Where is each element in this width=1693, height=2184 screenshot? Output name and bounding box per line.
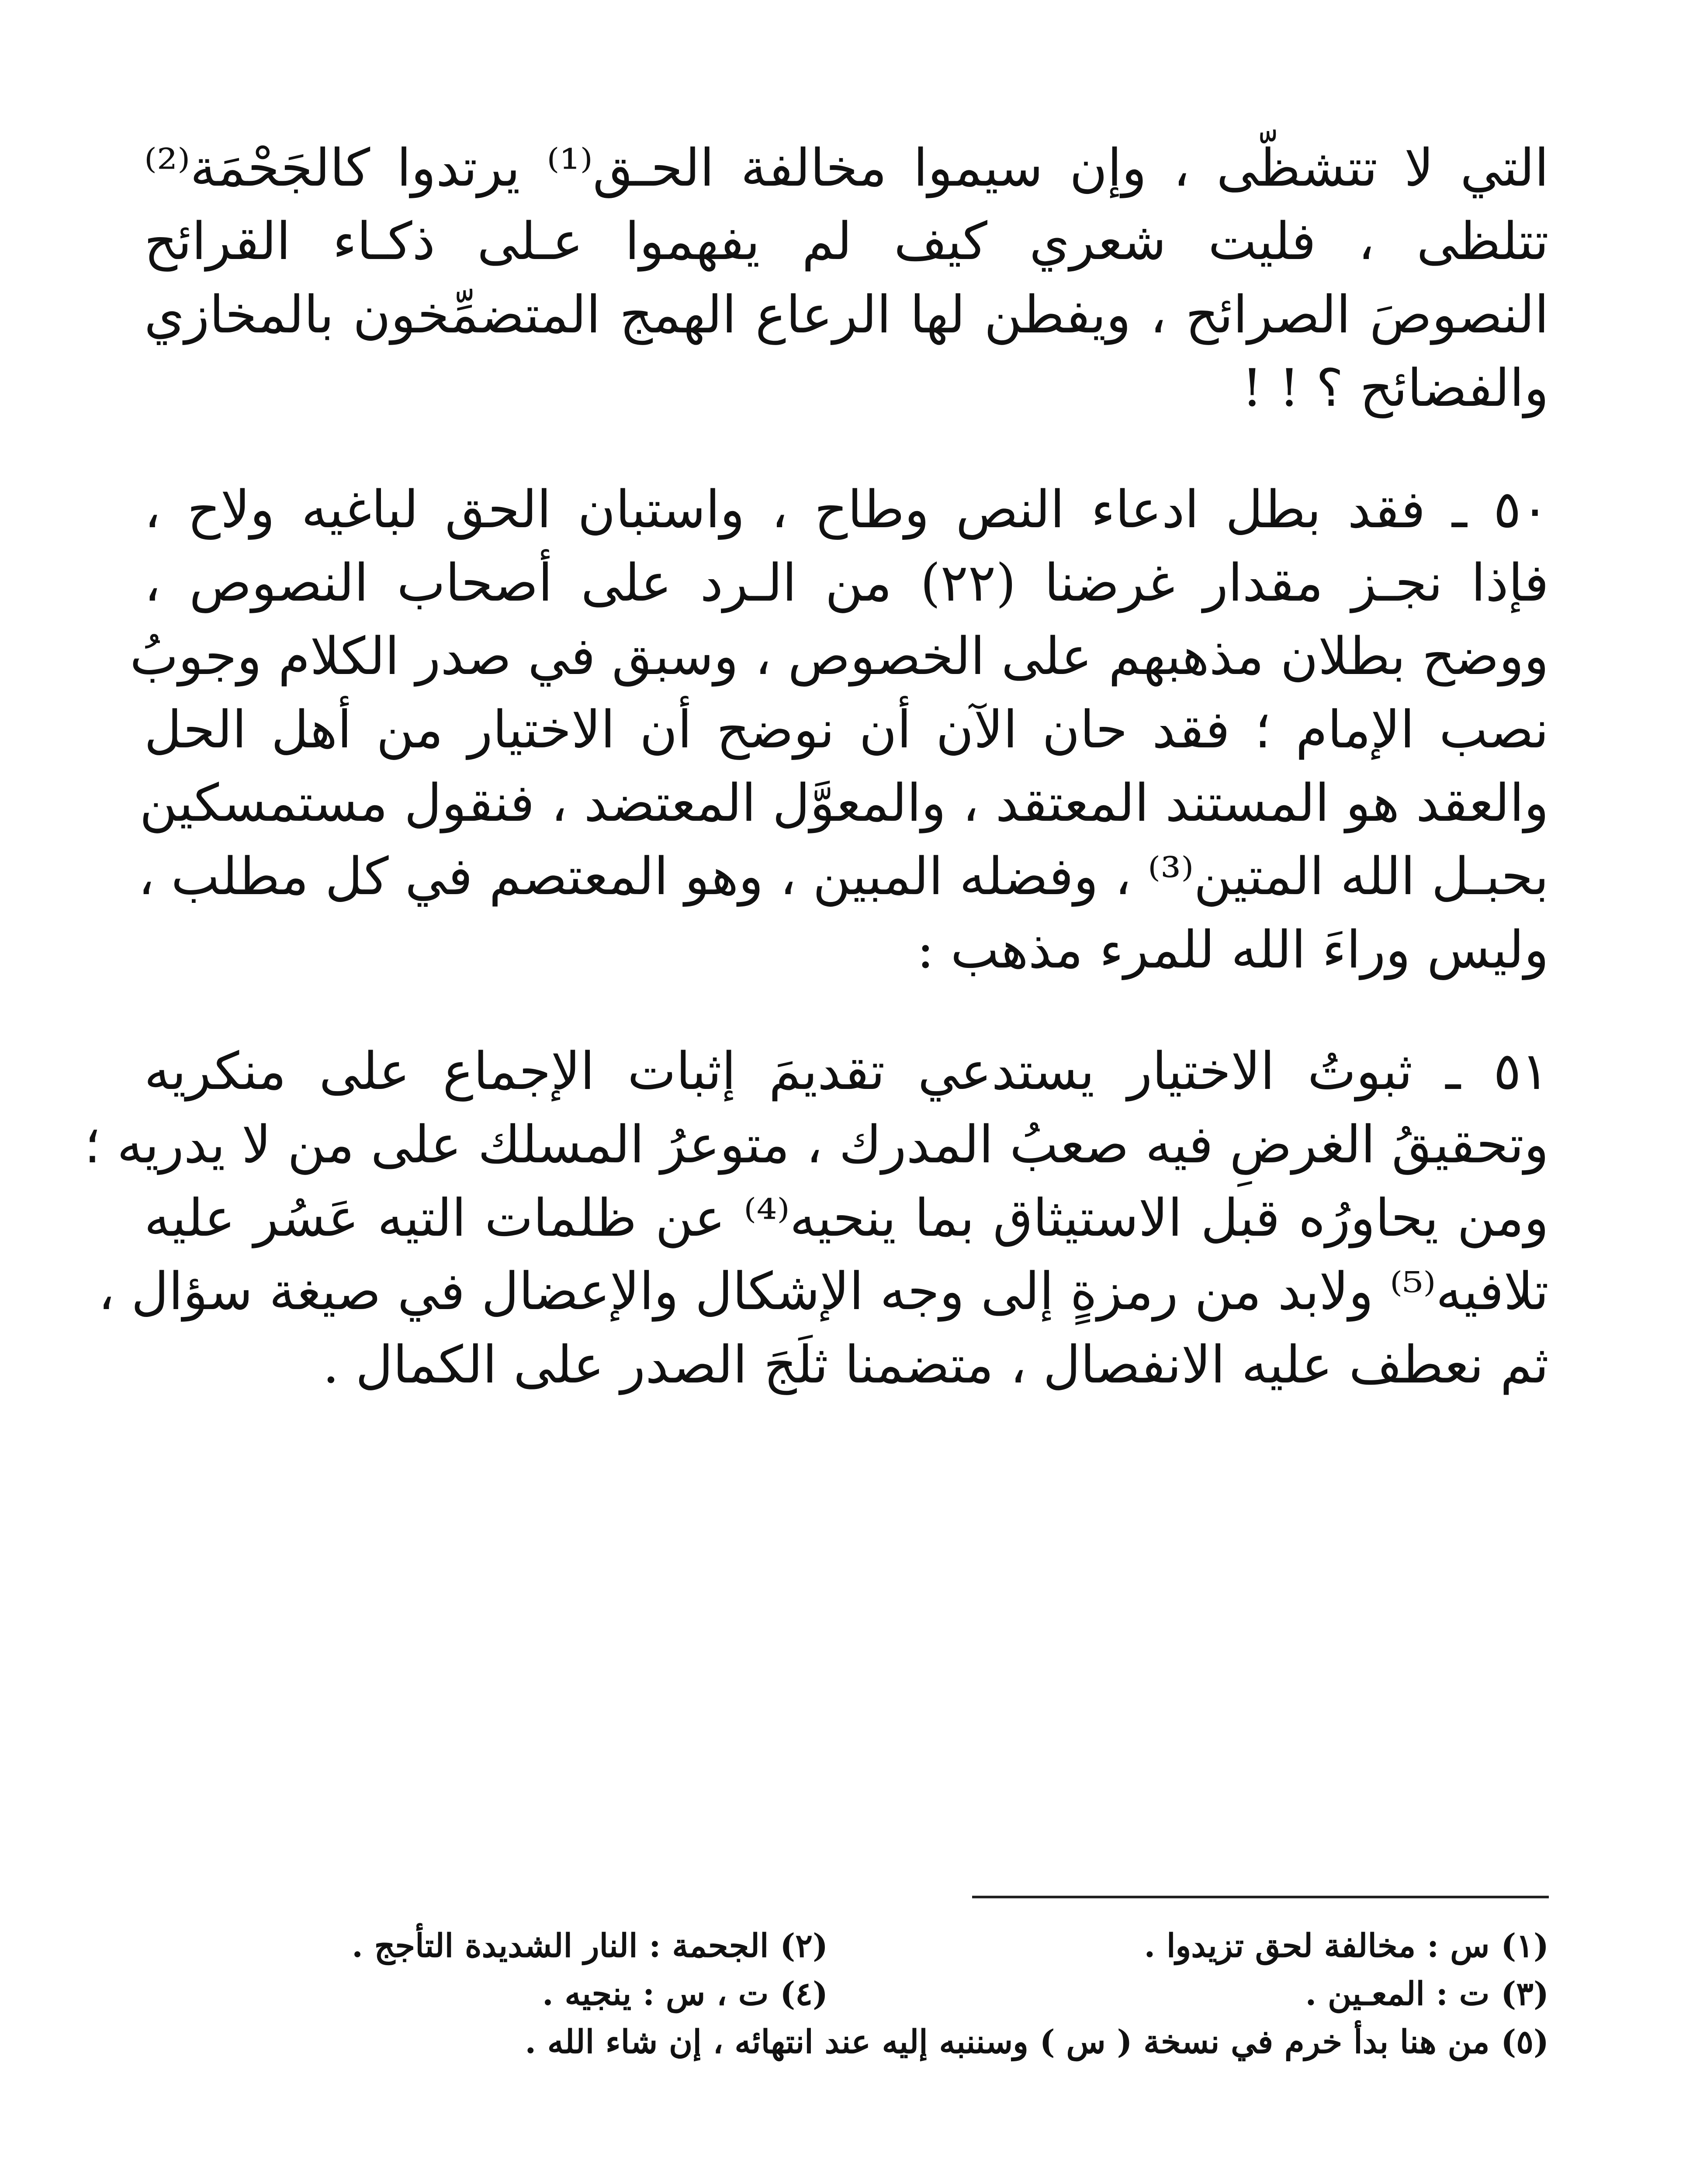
- footnote-2: (٢) الجحمة : النار الشديدة التأجج .: [352, 1927, 828, 1965]
- text-line: نصب الإمام ؛ فقد حان الآن أن نوضح أن الاختيار من أهل الحل: [144, 699, 1549, 760]
- text-line: ووضح بطلان مذهبهم على الخصوص ، وسبق في صدر الكلام وجوبُ: [130, 626, 1549, 686]
- footnote-5: (٥) من هنا بدأ خرم في نسخة ( س ) وسننبه إليه عند انتهائه ، إن شاء الله .: [525, 2023, 1549, 2061]
- text-line: تلافيه⁽⁵⁾ ولابد من رمزةٍ إلى وجه الإشكال والإعضال في صيغة سؤال ،: [98, 1261, 1549, 1321]
- text-line: وتحقيقُ الغرضِ فيه صعبُ المدرك ، متوعرُ المسلك على من لا يدريه ؛: [84, 1114, 1549, 1175]
- text-line: التي لا تتشظّى ، وإن سيموا مخالفة الحـق⁽¹⁾ يرتدوا كالجَحْمَة⁽²⁾: [144, 138, 1549, 198]
- text-line: تتلظى ، فليت شعري كيف لم يفهموا عـلى ذكـاء القرائح: [144, 211, 1549, 271]
- footnote-1: (١) س : مخالفة لحق تزيدوا .: [1144, 1927, 1549, 1965]
- text-line: ٥١ ـ ثبوتُ الاختيار يستدعي تقديمَ إثبات الإجماع على منكريه: [144, 1041, 1549, 1101]
- text-line: وليس وراءَ الله للمرء مذهب :: [917, 919, 1549, 980]
- paragraph-continuation: [144, 131, 1549, 425]
- footnotes: [144, 1922, 1549, 2066]
- body-text: [84, 131, 1549, 1401]
- paragraph-gap: [144, 425, 1549, 473]
- footnote-divider: [972, 1896, 1549, 1898]
- paragraph-50: [130, 473, 1549, 986]
- footnote-3: (٣) ت : المعـين .: [1305, 1975, 1549, 2013]
- text-line: ٥٠ ـ فقد بطل ادعاء النص وطاح ، واستبان الحق لباغيه ولاح ،: [144, 479, 1549, 539]
- paragraph-51: [84, 1034, 1549, 1401]
- text-line: ومن يحاورُه قبل الاستيثاق بما ينحيه⁽⁴⁾ عن ظلمات التيه عَسُر عليه: [144, 1188, 1549, 1248]
- text-line: النصوصَ الصرائح ، ويفطن لها الرعاع الهمج المتضمِّخون بالمخازي: [144, 284, 1549, 345]
- text-line: بحبـل الله المتين⁽³⁾ ، وفضله المبين ، وهو المعتصم في كل مطلب ،: [138, 846, 1549, 906]
- text-line: والعقد هو المستند المعتقد ، والمعوَّل المعتضد ، فنقول مستمسكين: [139, 773, 1549, 833]
- text-line: فإذا نجـز مقدار غرضنا (٢٢) من الـرد على أصحاب النصوص ،: [144, 553, 1549, 613]
- text-line: والفضائح ؟ ! !: [1242, 358, 1549, 418]
- text-line: ثم نعطف عليه الانفصال ، متضمنا ثلَجَ الصدر على الكمال .: [322, 1334, 1549, 1395]
- paragraph-gap: [144, 986, 1549, 1034]
- footnote-row: [144, 1970, 1549, 2018]
- footnote-row: [144, 1922, 1549, 1970]
- footnote-4: (٤) ت ، س : ينجيه .: [542, 1975, 828, 2013]
- footnote-row: [144, 2018, 1549, 2066]
